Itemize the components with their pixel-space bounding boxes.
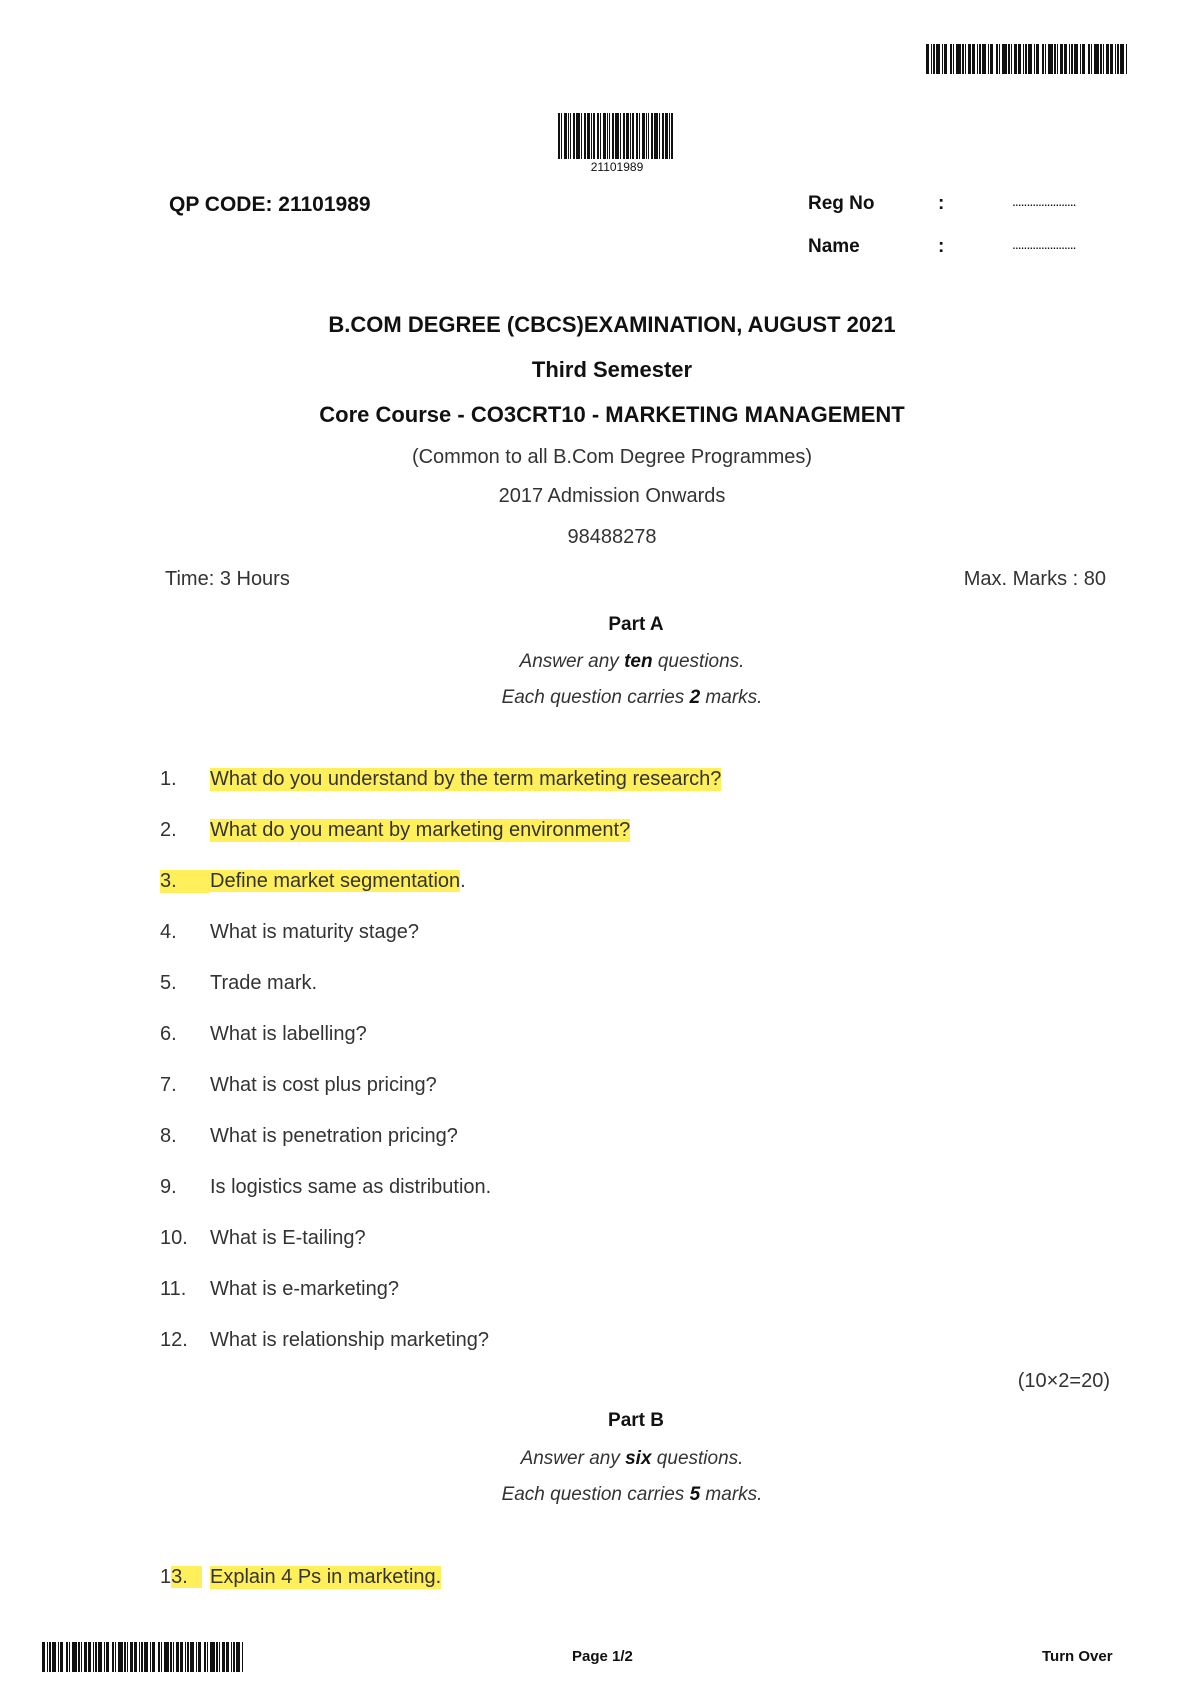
barcode-bar <box>42 1642 45 1672</box>
barcode-bar <box>576 113 580 159</box>
barcode-bar <box>124 1642 126 1672</box>
barcode-bar <box>66 1642 68 1672</box>
top-right-barcode <box>926 44 1130 74</box>
barcode-bar <box>1091 44 1092 74</box>
barcode-bar <box>52 1642 56 1672</box>
barcode-bar <box>207 1642 208 1672</box>
barcode-bar <box>988 44 989 74</box>
barcode-bar <box>972 44 975 74</box>
barcode-bar <box>1018 44 1021 74</box>
barcode-bar <box>72 1642 77 1672</box>
part-b-instruction-1: Answer any six questions. <box>520 1448 744 1469</box>
barcode-bar <box>130 1642 133 1672</box>
reg-no-field[interactable]: ...................... <box>1012 193 1076 209</box>
reg-no-colon: : <box>938 193 945 214</box>
barcode-bar <box>139 1642 140 1672</box>
barcode-bar <box>609 113 610 159</box>
center-barcode <box>558 113 676 159</box>
barcode-bar <box>568 113 569 159</box>
barcode-bar <box>233 1642 235 1672</box>
barcode-bar <box>161 1642 162 1672</box>
barcode-bar <box>942 44 943 74</box>
barcode-bar <box>558 113 560 159</box>
course-title: Core Course - CO3CRT10 - MARKETING MANAGEMENT <box>319 402 905 427</box>
barcode-bar <box>965 44 966 74</box>
barcode-bar <box>144 1642 148 1672</box>
barcode-bar <box>979 44 981 74</box>
barcode-bar <box>118 1642 123 1672</box>
barcode-caption: 21101989 <box>590 160 644 174</box>
admission-note: 2017 Admission Onwards <box>498 485 726 507</box>
barcode-bar <box>60 1642 63 1672</box>
barcode-bar <box>1106 44 1109 74</box>
barcode-bar <box>1023 44 1024 74</box>
barcode-bar <box>1028 44 1032 74</box>
barcode-bar <box>933 44 935 74</box>
barcode-bar <box>173 1642 174 1672</box>
barcode-bar <box>1034 44 1035 74</box>
barcode-bar <box>81 1642 82 1672</box>
barcode-bar <box>648 113 649 159</box>
barcode-bar <box>69 1642 70 1672</box>
barcode-bar <box>219 1642 220 1672</box>
barcode-bar <box>84 1642 87 1672</box>
barcode-bar <box>615 113 619 159</box>
barcode-bar <box>88 1642 91 1672</box>
barcode-bar <box>620 113 621 159</box>
barcode-bar <box>222 1642 225 1672</box>
barcode-bar <box>236 1642 240 1672</box>
barcode-bar <box>636 113 638 159</box>
part-a-instruction-2: Each question carries 2 marks. <box>501 687 763 708</box>
barcode-bar <box>1025 44 1027 74</box>
barcode-bar <box>216 1642 218 1672</box>
barcode-bar <box>659 113 660 159</box>
barcode-bar <box>630 113 631 159</box>
barcode-bar <box>1082 44 1085 74</box>
max-marks-info: Max. Marks : 80 <box>963 568 1106 590</box>
barcode-bar <box>591 113 592 159</box>
barcode-bar <box>626 113 629 159</box>
barcode-bar <box>176 1642 179 1672</box>
reg-no-label: Reg No <box>808 193 875 214</box>
barcode-bar <box>115 1642 116 1672</box>
barcode-bar <box>141 1642 143 1672</box>
barcode-bar <box>665 113 668 159</box>
barcode-bar <box>561 113 562 159</box>
barcode-bar <box>1002 44 1007 74</box>
barcode-bar <box>956 44 961 74</box>
paper-code: 98488278 <box>567 526 657 548</box>
barcode-bar <box>564 113 567 159</box>
barcode-bar <box>642 113 645 159</box>
barcode-bar <box>654 113 658 159</box>
exam-title: B.COM DEGREE (CBCS)EXAMINATION, AUGUST 2021 <box>328 312 896 337</box>
barcode-bar <box>623 113 625 159</box>
page-number: Page 1/2 <box>572 1648 633 1665</box>
barcode-bar <box>134 1642 137 1672</box>
barcode-bar <box>1060 44 1063 74</box>
barcode-bar <box>1094 44 1099 74</box>
barcode-bar <box>603 113 606 159</box>
barcode-bar <box>651 113 653 159</box>
barcode-bar <box>950 44 952 74</box>
barcode-bar <box>1120 44 1124 74</box>
barcode-bar <box>1042 44 1044 74</box>
barcode-bar <box>164 1642 169 1672</box>
barcode-bar <box>607 113 608 159</box>
barcode-bar <box>226 1642 229 1672</box>
barcode-bar <box>1045 44 1046 74</box>
barcode-bar <box>158 1642 160 1672</box>
barcode-bar <box>1054 44 1056 74</box>
barcode-bar <box>1103 44 1104 74</box>
barcode-bar <box>584 113 586 159</box>
barcode-bar <box>1088 44 1090 74</box>
barcode-bar <box>671 113 673 159</box>
barcode-bar <box>106 1642 109 1672</box>
time-info: Time: 3 Hours <box>165 568 290 590</box>
barcode-bar <box>600 113 601 159</box>
barcode-bar <box>104 1642 105 1672</box>
barcode-bar <box>982 44 986 74</box>
barcode-bar <box>198 1642 201 1672</box>
barcode-bar <box>999 44 1000 74</box>
barcode-bar <box>1115 44 1116 74</box>
barcode-bar <box>1117 44 1119 74</box>
barcode-bar <box>185 1642 186 1672</box>
semester-title: Third Semester <box>531 357 693 382</box>
barcode-bar <box>968 44 971 74</box>
barcode-bar <box>150 1642 151 1672</box>
common-note: (Common to all B.Com Degree Programmes) <box>411 446 813 468</box>
barcode-bar <box>1064 44 1067 74</box>
barcode-bar <box>1011 44 1012 74</box>
barcode-bar <box>49 1642 51 1672</box>
barcode-bar <box>996 44 998 74</box>
part-b-instruction-2: Each question carries 5 marks. <box>501 1484 763 1505</box>
barcode-bar <box>597 113 599 159</box>
barcode-bar <box>1008 44 1010 74</box>
barcode-bar <box>47 1642 48 1672</box>
barcode-bar <box>936 44 940 74</box>
part-a-title: Part A <box>608 614 664 635</box>
barcode-bar <box>78 1642 80 1672</box>
barcode-bar <box>573 113 575 159</box>
barcode-bar <box>639 113 640 159</box>
barcode-bar <box>210 1642 215 1672</box>
barcode-bar <box>669 113 670 159</box>
part-a-marks: (10×2=20) <box>1017 1370 1110 1392</box>
barcode-bar <box>931 44 932 74</box>
barcode-bar <box>98 1642 102 1672</box>
barcode-bar <box>662 113 664 159</box>
barcode-bar <box>1057 44 1058 74</box>
barcode-bar <box>944 44 947 74</box>
barcode-bar <box>632 113 634 159</box>
barcode-bar <box>93 1642 94 1672</box>
barcode-bar <box>646 113 647 159</box>
barcode-bar <box>58 1642 59 1672</box>
barcode-bar <box>170 1642 172 1672</box>
barcode-bar <box>1126 44 1127 74</box>
barcode-bar <box>95 1642 97 1672</box>
turn-over: Turn Over <box>1042 1648 1113 1665</box>
barcode-bar <box>1071 44 1073 74</box>
barcode-bar <box>112 1642 114 1672</box>
barcode-bar <box>962 44 964 74</box>
barcode-bar <box>187 1642 189 1672</box>
barcode-bar <box>196 1642 197 1672</box>
barcode-bar <box>990 44 993 74</box>
barcode-bar <box>152 1642 155 1672</box>
name-label: Name <box>808 236 860 257</box>
barcode-bar <box>593 113 595 159</box>
barcode-bar <box>1048 44 1053 74</box>
barcode-bar <box>953 44 954 74</box>
barcode-bar <box>1074 44 1078 74</box>
barcode-bar <box>190 1642 194 1672</box>
barcode-bar <box>127 1642 128 1672</box>
name-field[interactable]: ...................... <box>1012 236 1076 252</box>
barcode-bar <box>977 44 978 74</box>
barcode-bar <box>926 44 929 74</box>
barcode-bar <box>231 1642 232 1672</box>
barcode-bar <box>1014 44 1017 74</box>
barcode-bar <box>204 1642 206 1672</box>
barcode-bar <box>1069 44 1070 74</box>
barcode-bar <box>570 113 571 159</box>
part-b-title: Part B <box>608 1410 664 1431</box>
part-a-instruction-1: Answer any ten questions. <box>519 651 745 672</box>
barcode-bar <box>1110 44 1113 74</box>
barcode-bar <box>581 113 582 159</box>
barcode-bar <box>612 113 614 159</box>
barcode-bar <box>242 1642 243 1672</box>
barcode-bar <box>180 1642 183 1672</box>
barcode-bar <box>1100 44 1102 74</box>
barcode-bar <box>1036 44 1039 74</box>
barcode-bar <box>587 113 590 159</box>
bottom-left-barcode <box>42 1642 246 1672</box>
barcode-bar <box>1080 44 1081 74</box>
qp-code: QP CODE: 21101989 <box>169 193 371 216</box>
name-colon: : <box>938 236 945 257</box>
